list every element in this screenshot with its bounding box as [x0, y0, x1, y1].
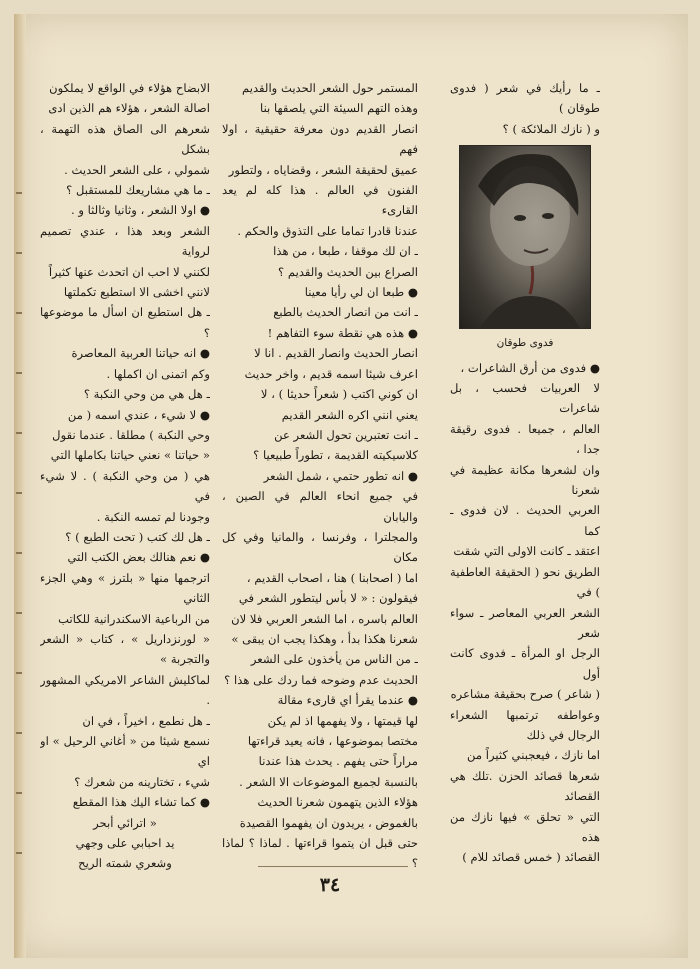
text-line: الشعر العربي المعاصر ـ سواء شعر — [450, 605, 600, 640]
text-line: اعتقد ـ كانت الاولى التي شقت — [453, 544, 600, 559]
text-line: ( شاعر ) صرح بحقيقة مشاعره — [450, 687, 600, 702]
text-line: لانني اخشى الا استطيع تكملتها — [63, 285, 210, 300]
text-line: ● هذه هي نقطة سوء التفاهم ! — [267, 325, 418, 340]
text-line: لا العربيات فحسب ، بل شاعرات — [450, 381, 600, 416]
poem-line: وشعري شمته الريح — [78, 856, 172, 870]
text-line: عندنا قادرا تماما على التذوق والحكم . — [237, 223, 418, 238]
text-line: الشعر وبعد هذا ، عندي تصميم لرواية — [40, 223, 210, 259]
column-right — [450, 78, 600, 870]
photo-caption: فدوى طوقان — [496, 337, 554, 350]
middle-column-text — [222, 78, 418, 870]
text-line: من الرباعية الاسكندرانية للكاتب — [58, 611, 210, 626]
text-line: ـ انت تعتبرين تحول الشعر عن — [274, 427, 418, 442]
text-line: ـ ما رأيك في شعر ( فدوى طوقان ) — [450, 81, 600, 116]
text-line: و ( نازك الملائكة ) ؟ — [502, 121, 600, 136]
portrait-photo — [459, 145, 591, 329]
text-line: الرجل او المرأة ـ فدوى كانت أول — [450, 646, 600, 681]
text-line: انصار الحديث وانصار القديم . انا لا — [254, 346, 418, 361]
text-line: مختصا بموضوعها ، فانه يعيد قراءتها — [247, 734, 418, 748]
text-line: العالم باسره ، اما الشعر العربي فلا لان — [231, 611, 418, 626]
text-line: ● طبعا ان لي رأيا معينا — [304, 285, 418, 300]
text-line: الفنون في العالم . هذا كله لم يعد القارىء — [222, 183, 418, 218]
column-middle — [222, 78, 418, 870]
text-line: انصار القديم دون معرفة حقيقية ، اولا فهم — [222, 121, 418, 157]
text-line: ● انه تطور حتمي ، شمل الشعر — [263, 468, 418, 483]
text-line: التي « تحلق » فيها نازك من هذه — [450, 809, 600, 844]
text-line: ـ هل لك كتب ( تحت الطبع ) ؟ — [65, 529, 210, 544]
text-line — [450, 868, 600, 870]
text-line: اصالة الشعر ، هؤلاء هم الذين ادى — [48, 101, 210, 116]
text-line: ـ هل هي من وحي النكبة ؟ — [83, 387, 210, 402]
poem-excerpt — [40, 813, 210, 870]
text-line: لكنني لا احب ان اتحدث عنها كثيراً — [48, 264, 210, 279]
text-line: حتى قبل ان يتموا قراءتها . لماذا ؟ لماذا ؟ — [222, 836, 418, 870]
text-line: اترجمها منها « بلترز » وهي الجزء الثاني — [40, 570, 210, 606]
text-line: ـ ان لك موقفا ، طبعا ، من هذا — [273, 244, 418, 259]
text-line: ان كوني اكتب ( شعراً حديثا ) ، لا — [260, 387, 418, 402]
text-line: ● عندما يقرأ اي قارىء مقالة — [277, 693, 418, 708]
text-line: وان لشعرها مكانة عظيمة في شعرنا — [450, 462, 600, 498]
poem-line: يد احبابي على وجهي — [75, 836, 175, 851]
column-left — [40, 78, 210, 870]
binding-edge-marks — [16, 134, 22, 912]
text-line: وكم اتمنى ان اكملها . — [106, 366, 210, 381]
text-line: يعني انني اكره الشعر القديم — [281, 407, 418, 422]
text-line: هؤلاء الذين يتهمون شعرنا الحديث — [257, 795, 418, 810]
text-line: وعواطفه ترتمبها الشعراء الرجال في ذلك — [450, 707, 600, 742]
text-line: العربي الحديث . لان فدوى ـ كما — [450, 503, 600, 538]
text-line: « لورنزداريل » ، كتاب « الشعر والتجربة » — [40, 631, 210, 667]
text-line: « حياتنا » نعني حياتنا بكاملها التي — [50, 448, 210, 463]
interview-answer-block — [450, 358, 600, 870]
text-line: شعرها قصائد الحزن .تلك هي القصائد — [450, 768, 600, 804]
text-line: الحديث عدم وضوحه فما ردك على هذا ؟ — [224, 672, 418, 687]
text-line: نسمع شيئا من « أغاني الرحيل » او اي — [40, 734, 210, 769]
footer-rule — [258, 866, 408, 867]
text-line: لها قيمتها ، ولا يفهمها اذ لم يكن — [267, 713, 418, 728]
text-line: وهذه التهم السيئة التي يلصقها بنا — [260, 101, 418, 116]
text-line: شعرنا هكذا بدأ ، وهكذا يجب ان يبقى » — [231, 631, 418, 646]
text-line: بالغموض ، يريدون ان يفهموا القصيدة — [239, 815, 418, 830]
text-line: القصائد ( خمس قصائد للام ) — [462, 850, 600, 865]
text-line: المستمر حول الشعر الحديث والقديم — [242, 81, 418, 95]
text-line: شعرهم الى الصاق هذه التهمة ، بشكل — [40, 121, 210, 157]
text-line: بالنسبة لجميع الموضوعات الا الشعر . — [239, 774, 418, 789]
text-line: وحي النكبة ) مطلقا . عندما نقول — [52, 427, 210, 442]
text-line: لماكليش الشاعر الامريكي المشهور . — [40, 672, 210, 708]
text-line: كلاسيكيته القديمة ، تطوراً طبيعيا ؟ — [253, 448, 418, 463]
text-line: ● كما تشاء اليك هذا المقطع — [72, 795, 210, 810]
portrait-icon — [460, 146, 590, 328]
text-line: والمجلترا ، وفرنسا ، والمانيا وفي كل مكان — [222, 529, 418, 565]
text-line: ـ ما هي مشاريعك للمستقبل ؟ — [66, 183, 210, 198]
interview-question-block — [450, 78, 600, 139]
text-line: شيء ، تختارينه من شعرك ؟ — [74, 774, 210, 789]
text-line: الطريق نحو ( الحقيقة العاطفية ) في — [450, 564, 600, 600]
text-line: الصراع بين الحديث والقديم ؟ — [278, 264, 418, 279]
text-line: العالم ، جميعا . فدوى رقيقة جدا ، — [450, 421, 600, 457]
text-line: اما ( اصحابنا ) هنا ، اصحاب القديم ، — [246, 570, 418, 585]
text-line: ● فدوى من أرق الشاعرات ، — [460, 360, 600, 375]
page-number: ٣٤ — [319, 874, 341, 896]
text-line: فيقولون : « لا بأس ليتطور الشعر في — [238, 591, 418, 606]
text-line: عميق لحقيقة الشعر ، وقضاياه ، ولتطور — [228, 162, 418, 177]
text-line: ـ هل نطمع ، اخيراً ، في ان — [82, 713, 210, 728]
text-line: ـ انت من انصار الحديث بالطبع — [273, 305, 418, 320]
text-line: ● نعم هنالك بعض الكتب التي — [67, 550, 210, 565]
left-column-text — [40, 78, 210, 813]
text-line: ـ من الناس من يأخذون على الشعر — [250, 652, 418, 667]
text-line: في جميع انحاء العالم في الصين ، واليابان — [222, 489, 418, 524]
text-line: ● لا شيء ، عندي اسمه ( من — [67, 407, 210, 422]
text-line: الابضاح هؤلاء في الواقع لا يملكون — [49, 81, 210, 95]
text-line: مراراً حتى يفهم . يحدث هذا عندنا — [258, 754, 418, 769]
text-line: اما نازك ، فيعجبني كثيراً من — [467, 748, 600, 763]
text-line: هي ( من وحي النكبة ) . لا شيء في — [40, 468, 210, 504]
text-line: ● اولا الشعر ، وثانيا وثالثا و . — [71, 203, 210, 218]
text-line: ـ هل استطيع ان اسأل ما موضوعها ؟ — [40, 305, 210, 340]
text-line: ● انه حياتنا العربية المعاصرة — [71, 346, 210, 361]
text-line: وجودنا لم تمسه النكبة . — [96, 509, 210, 524]
text-line: اعرف شيئا اسمه قديم ، واخر حديث — [244, 366, 418, 381]
poem-line: « اترائي أبحر — [93, 815, 157, 830]
text-line: شمولي ، على الشعر الحديث . — [64, 162, 210, 177]
